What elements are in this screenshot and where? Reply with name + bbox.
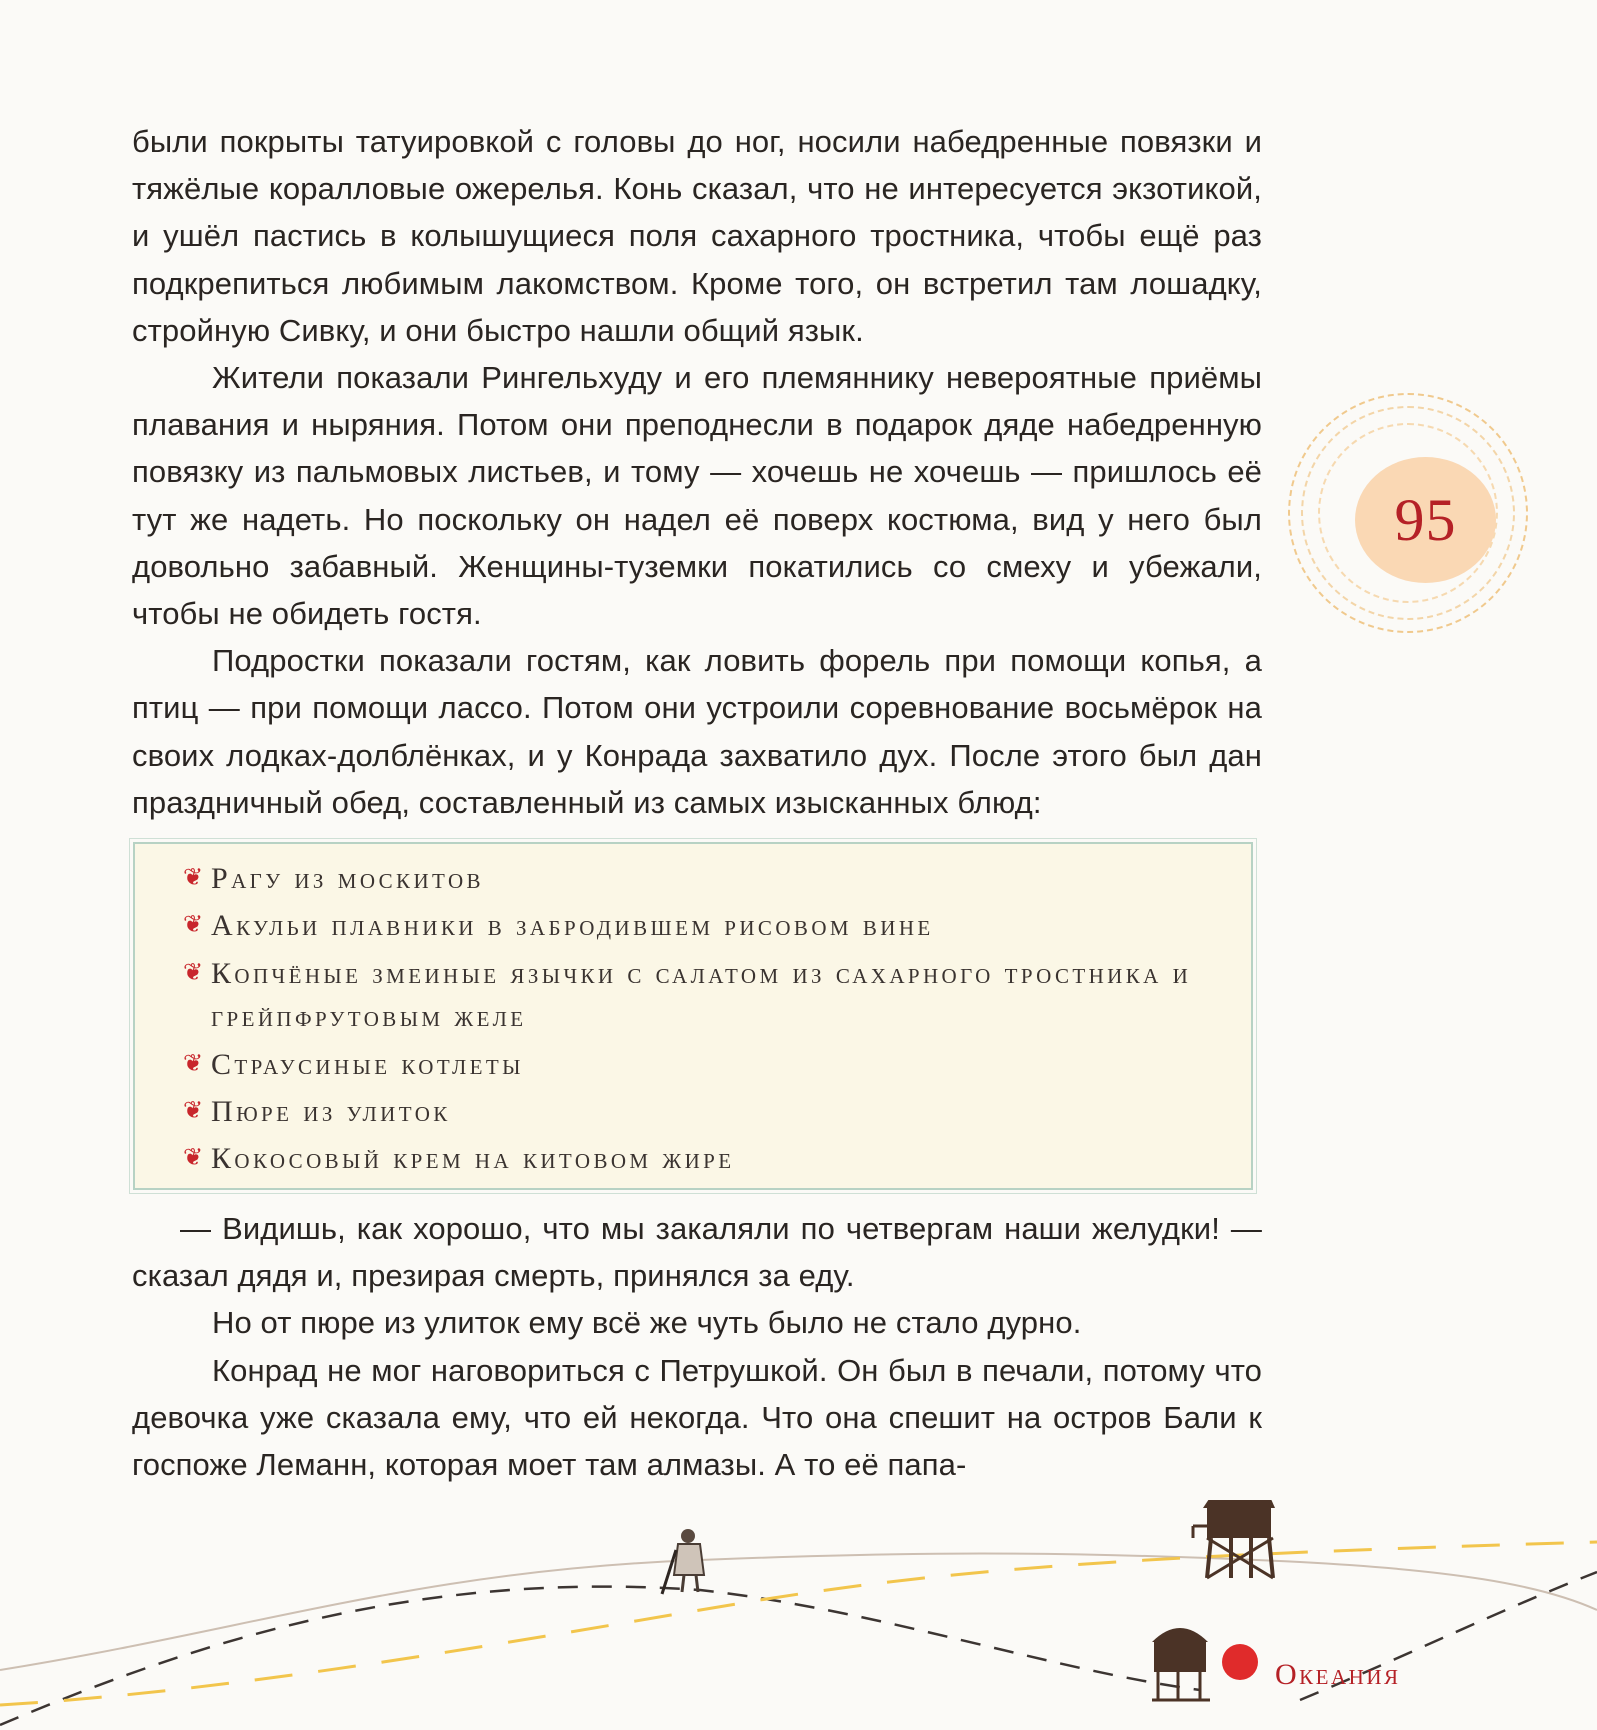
body-text-after [132, 1205, 1262, 1488]
menu-item [183, 1044, 1251, 1085]
dashed-route-line [0, 1587, 1200, 1725]
stilt-hut-small-icon [1152, 1628, 1210, 1700]
menu-item-text: Пюре из улиток [211, 1095, 451, 1128]
section-marker-dot [1222, 1644, 1258, 1680]
sea-wave-line [0, 1554, 1597, 1671]
menu-list [135, 844, 1251, 1179]
heart-leaf-icon: ❦ [183, 912, 207, 938]
menu-item-text: Копчёные змеиные язычки с салатом из сахарного тростника и грейпфрутовым желе [211, 957, 1192, 1033]
paragraph-5: Но от пюре из улиток ему всё же чуть было не стало дурно. [212, 1305, 1082, 1341]
paragraph-1: были покрыты татуировкой с головы до ног, носили набедренные повязки и тяжёлые коралловые ожерелья. Конь сказал, что не интересуется экзотикой, и ушёл пастись в колышущиеся поля сахарного тростника, чтобы ещё раз подкрепиться любимым лакомством. Кроме того, он встретил там лошадку, стройную Сивку, и они быстро нашли общий язык. [132, 124, 1262, 348]
menu-item-text: Кокосовый крем на китовом жире [211, 1142, 735, 1175]
menu-item [183, 858, 1251, 899]
paragraph-3: Подростки показали гостям, как ловить форель при помощи копья, а птиц — при помощи лассо. Потом они устроили соревнование восьмёрок на своих лодках-долблёнках, и у Конрада захватило дух. После этого был дан праздничный обед, составленный из самых изысканных блюд: [132, 643, 1262, 820]
menu-box [133, 842, 1253, 1190]
paragraph-6: Конрад не мог наговориться с Петрушкой. Он был в печали, потому что девочка уже сказала ему, что ей некогда. Что она спешит на остров Бали к госпоже Леманн, которая моет там алмазы. А то её папа- [132, 1352, 1262, 1483]
menu-item-text: Страусиные котлеты [211, 1048, 524, 1081]
section-label: Океания [1275, 1658, 1401, 1691]
stilt-hut-large-icon [1193, 1500, 1275, 1578]
menu-item [183, 1091, 1251, 1132]
menu-item [183, 1138, 1251, 1179]
heart-leaf-icon: ❦ [183, 865, 207, 891]
menu-item [183, 905, 1251, 946]
heart-leaf-icon: ❦ [183, 1098, 207, 1124]
heart-leaf-icon: ❦ [183, 1145, 207, 1171]
page-number: 95 [1394, 486, 1457, 553]
menu-item-text: Рагу из москитов [211, 862, 484, 895]
page-number-badge [1355, 457, 1496, 583]
heart-leaf-icon: ❦ [183, 1051, 207, 1077]
paragraph-2: Жители показали Рингельхуду и его племяннику невероятные приёмы плавания и ныряния. Потом они преподнесли в подарок дяде набедренную повязку из пальмовых листьев, и тому — хочешь не хочешь — пришлось её тут же надеть. Но поскольку он надел её поверх костюма, вид у него был довольно забавный. Женщины-туземки покатились со смеху и убежали, чтобы не обидеть гостя. [132, 360, 1262, 632]
heart-leaf-icon: ❦ [183, 960, 207, 986]
footer-illustration [0, 1500, 1597, 1730]
menu-item-text: Акульи плавники в забродившем рисовом вине [211, 909, 934, 942]
paragraph-4: — Видишь, как хорошо, что мы закаляли по четвергам наши желудки! — сказал дядя и, презирая смерть, принялся за еду. [132, 1211, 1262, 1294]
body-text [132, 118, 1262, 826]
menu-item [183, 952, 1251, 1038]
